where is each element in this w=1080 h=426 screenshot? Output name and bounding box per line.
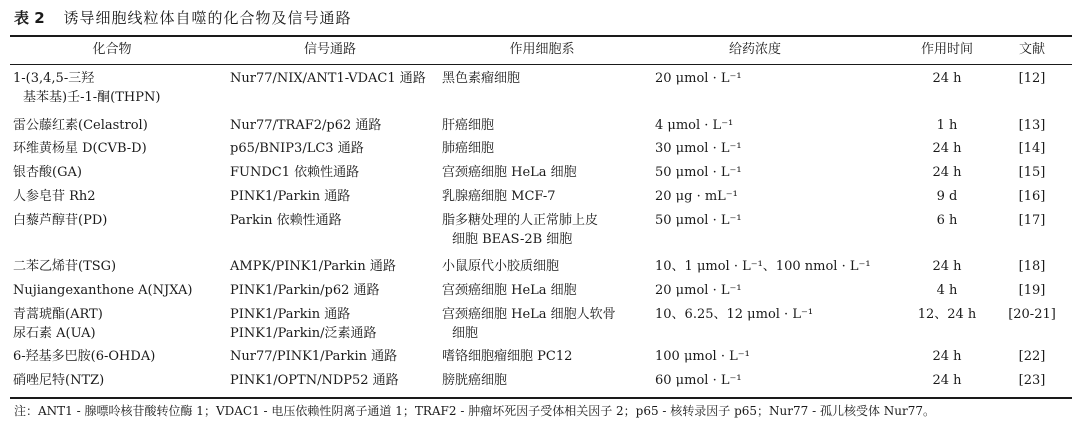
- cell-cell-line: 嗜铬细胞瘤细胞 PC12: [442, 349, 573, 364]
- cell-reference: [14]: [1018, 141, 1046, 156]
- cell-dose: 100 μmol · L⁻¹: [655, 349, 750, 364]
- cell-reference: [22]: [1018, 349, 1046, 364]
- cell-dose: 20 μg · mL⁻¹: [655, 189, 738, 204]
- cell-compound: 人参皂苷 Rh2: [13, 189, 96, 204]
- cell-time: 6 h: [936, 213, 958, 228]
- cell-dose: 60 μmol · L⁻¹: [655, 373, 742, 388]
- cell-pathway: PINK1/Parkin/泛素通路: [230, 326, 377, 341]
- cell-time: 4 h: [936, 283, 958, 298]
- cell-dose: 4 μmol · L⁻¹: [655, 118, 734, 133]
- cell-compound: 环维黄杨星 D(CVB-D): [13, 141, 147, 156]
- cell-cell-line: 黑色素瘤细胞: [442, 71, 521, 86]
- cell-pathway: Nur77/PINK1/Parkin 通路: [230, 349, 398, 364]
- cell-cell-line: 肝癌细胞: [442, 118, 495, 133]
- header-dose: 给药浓度: [728, 42, 781, 57]
- cell-cell-line: 宫颈癌细胞 HeLa 细胞人软骨: [442, 307, 616, 322]
- cell-cell-line: 膀胱癌细胞: [442, 373, 508, 388]
- cell-compound: 二苯乙烯苷(TSG): [13, 259, 117, 274]
- cell-reference: [13]: [1018, 118, 1046, 133]
- cell-dose: 10、6.25、12 μmol · L⁻¹: [655, 307, 814, 322]
- cell-pathway: AMPK/PINK1/Parkin 通路: [230, 259, 396, 274]
- cell-compound: Nujiangexanthone A(NJXA): [13, 283, 193, 298]
- cell-pathway: p65/BNIP3/LC3 通路: [230, 141, 364, 156]
- cell-compound: 雷公藤红素(Celastrol): [13, 118, 148, 133]
- cell-pathway: Nur77/TRAF2/p62 通路: [230, 118, 382, 133]
- cell-compound: 青蒿琥酯(ART): [13, 307, 103, 322]
- cell-compound: 6-羟基多巴胺(6-OHDA): [13, 349, 156, 364]
- bottom-rule: [10, 397, 1072, 399]
- cell-reference: [17]: [1018, 213, 1046, 228]
- cell-cell-line: 脂多糖处理的人正常肺上皮: [442, 213, 599, 228]
- cell-dose: 20 μmol · L⁻¹: [655, 71, 742, 86]
- cell-pathway: PINK1/Parkin 通路: [230, 307, 351, 322]
- cell-dose: 20 μmol · L⁻¹: [655, 283, 742, 298]
- cell-dose: 30 μmol · L⁻¹: [655, 141, 742, 156]
- cell-dose: 50 μmol · L⁻¹: [655, 213, 742, 228]
- header-compound: 化合物: [92, 42, 132, 57]
- cell-cell-line: 宫颈癌细胞 HeLa 细胞: [442, 165, 577, 180]
- cell-compound: 银杏酸(GA): [13, 165, 82, 180]
- cell-compound: 硝唑尼特(NTZ): [13, 373, 105, 388]
- table-caption: [14, 6, 351, 30]
- cell-cell-line: 细胞: [452, 326, 479, 341]
- cell-compound: 白藜芦醇苷(PD): [13, 213, 108, 228]
- cell-compound: 尿石素 A(UA): [13, 326, 96, 341]
- cell-time: 24 h: [932, 259, 962, 274]
- cell-cell-line: 小鼠原代小胶质细胞: [442, 259, 560, 274]
- cell-cell-line: 宫颈癌细胞 HeLa 细胞: [442, 283, 577, 298]
- cell-reference: [18]: [1018, 259, 1046, 274]
- cell-reference: [19]: [1018, 283, 1046, 298]
- header-rule: [10, 64, 1072, 65]
- cell-time: 24 h: [932, 165, 962, 180]
- cell-time: 1 h: [936, 118, 958, 133]
- cell-reference: [15]: [1018, 165, 1046, 180]
- cell-pathway: Parkin 依赖性通路: [230, 213, 342, 228]
- cell-compound: 基苯基)壬-1-酮(THPN): [23, 90, 161, 105]
- top-rule: [10, 35, 1072, 37]
- cell-compound: 1-(3,4,5-三羟: [13, 71, 95, 86]
- header-reference: 文献: [1018, 42, 1045, 57]
- cell-cell-line: 细胞 BEAS-2B 细胞: [452, 232, 573, 247]
- header-cell-line: 作用细胞系: [509, 42, 575, 57]
- cell-reference: [20-21]: [1008, 307, 1056, 322]
- header-pathway: 信号通路: [303, 42, 356, 57]
- table-footnote: 注：ANT1 - 腺嘌呤核苷酸转位酶 1；VDAC1 - 电压依赖性阴离子通道 1；TRAF2 - 肿瘤坏死因子受体相关因子 2；p65 - 核转录因子 p65；Nur77 - 孤儿核受体 Nur77。: [14, 404, 936, 418]
- cell-dose: 10、1 μmol · L⁻¹、100 nmol · L⁻¹: [655, 259, 871, 274]
- cell-dose: 50 μmol · L⁻¹: [655, 165, 742, 180]
- table-number: 表 2: [14, 9, 45, 27]
- header-time: 作用时间: [920, 42, 973, 57]
- cell-time: 12、24 h: [917, 307, 977, 322]
- cell-time: 9 d: [936, 189, 958, 204]
- cell-cell-line: 乳腺癌细胞 MCF-7: [442, 189, 556, 204]
- cell-reference: [12]: [1018, 71, 1046, 86]
- cell-time: 24 h: [932, 349, 962, 364]
- table-title: 诱导细胞线粒体自噬的化合物及信号通路: [63, 9, 352, 27]
- cell-reference: [23]: [1018, 373, 1046, 388]
- cell-time: 24 h: [932, 71, 962, 86]
- cell-pathway: PINK1/Parkin 通路: [230, 189, 351, 204]
- cell-pathway: PINK1/Parkin/p62 通路: [230, 283, 380, 298]
- cell-pathway: Nur77/NIX/ANT1-VDAC1 通路: [230, 71, 426, 86]
- cell-cell-line: 肺癌细胞: [442, 141, 495, 156]
- cell-time: 24 h: [932, 373, 962, 388]
- cell-pathway: PINK1/OPTN/NDP52 通路: [230, 373, 399, 388]
- cell-reference: [16]: [1018, 189, 1046, 204]
- cell-time: 24 h: [932, 141, 962, 156]
- cell-pathway: FUNDC1 依赖性通路: [230, 165, 360, 180]
